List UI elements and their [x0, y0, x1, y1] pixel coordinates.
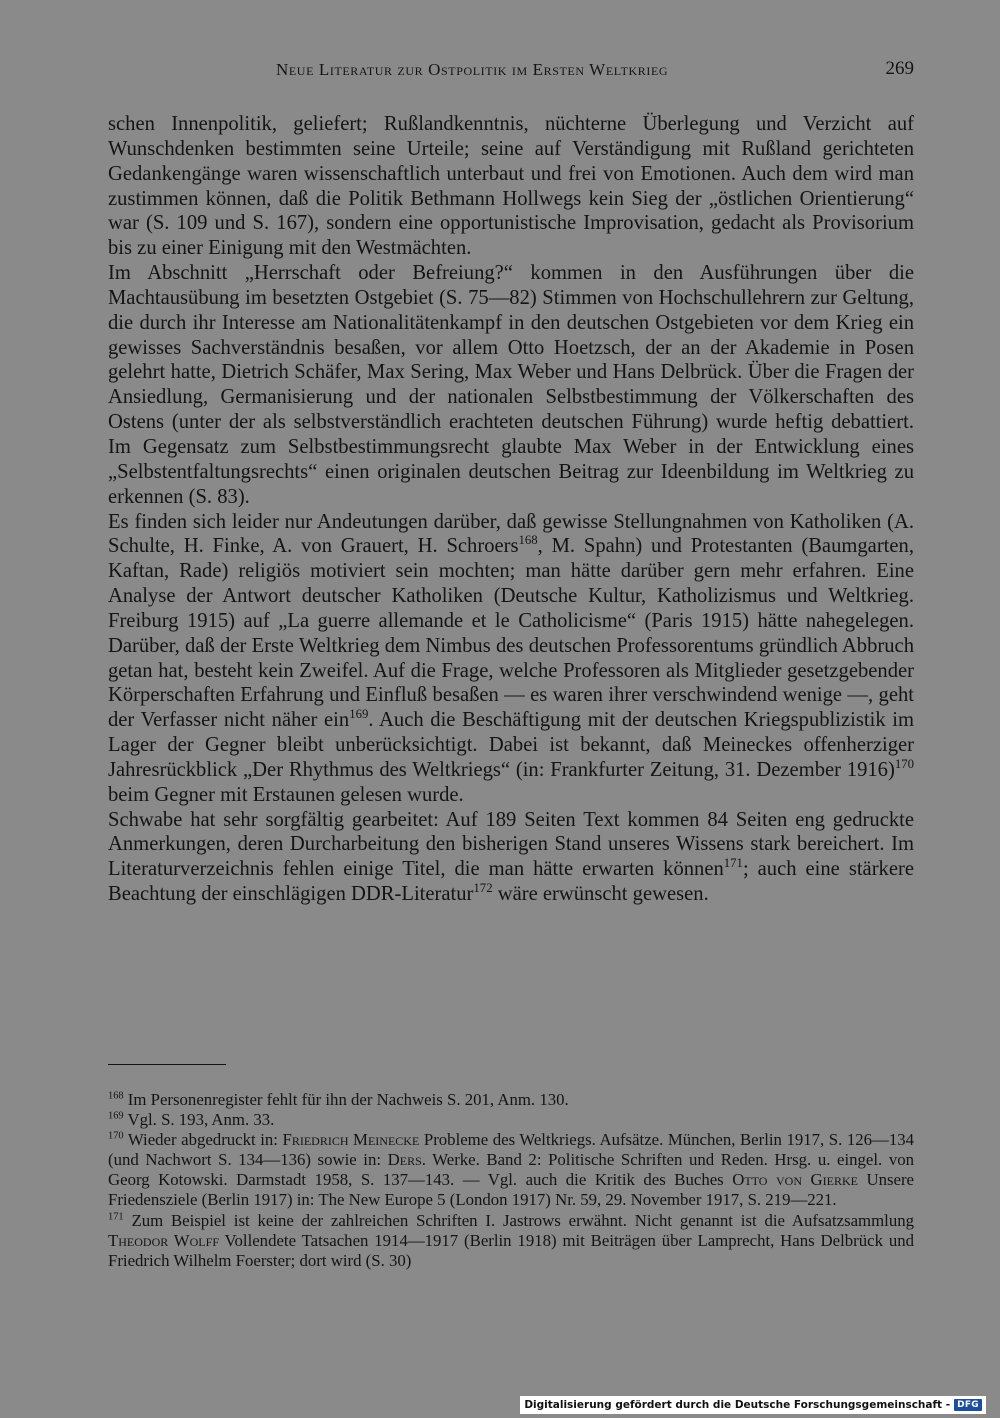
paragraph — [108, 510, 914, 808]
footnote-text: Im Personenregister fehlt für ihn der Nachweis S. 201, Anm. 130. — [123, 1090, 569, 1109]
footnote-number: 170 — [108, 1130, 124, 1142]
footnote-author: Ders. — [387, 1150, 426, 1170]
footnote-divider — [108, 1064, 226, 1065]
footnote-text: Wieder abgedruckt in: — [123, 1130, 283, 1150]
footnote — [108, 1211, 914, 1271]
footnote-text: Probleme des Weltkriegs. Aufsätze. München, Berlin 1917, S. 126—134 (und Nachwort S. 134—136) sowie in: — [108, 1130, 914, 1170]
footnote-text: Unsere Friedensziele (Berlin 1917) in: The New Europe 5 (London 1917) Nr. 59, 29. November 1917, S. 219—221. — [108, 1170, 914, 1210]
footnote-author: Theodor Wolff — [108, 1230, 219, 1250]
paragraph-text: ; auch eine stärkere Beachtung der einschlägigen DDR-Literatur — [108, 858, 914, 906]
paragraph — [108, 808, 914, 907]
body-text — [108, 112, 914, 907]
page-header — [108, 58, 914, 84]
footnote-author: Friedrich Meinecke — [282, 1130, 420, 1150]
dfg-logo-icon: DFG — [954, 1399, 982, 1411]
footnote-text: Zum Beispiel ist keine der zahlreichen Schriften I. Jastrows erwähnt. Nicht genannt ist die Aufsatzsammlung — [123, 1210, 914, 1230]
footnote-author: Otto von Gierke — [732, 1170, 858, 1190]
footnote-ref[interactable]: 170 — [894, 757, 914, 772]
footnote-ref[interactable]: 168 — [518, 533, 538, 548]
footnote-text: Vollendete Tatsachen 1914—1917 (Berlin 1918) mit Beiträgen über Lamprecht, Hans Delbrück und Friedrich Wilhelm Foerster; dort wird (S. 30) — [108, 1230, 914, 1270]
page-number: 269 — [885, 58, 914, 79]
footnote — [108, 1130, 914, 1210]
paragraph: schen Innenpolitik, geliefert; Rußlandkenntnis, nüchterne Überlegung und Verzicht auf Wunschdenken bestimmten seine Urteile; seine auf Verständigung mit Rußland gerichteten Gedankengänge waren wissenschaftlich unterbaut und frei von Emotionen. Auch dem wird man zustimmen können, daß die Politik Bethmann Hollwegs kein Sieg der „östlichen Orientierung“ war (S. 109 und S. 167), sondern eine opportunistische Improvisation, gedacht als Provisorium bis zu einer Einigung mit den Westmächten. — [108, 113, 914, 260]
footnote-number: 171 — [108, 1210, 124, 1222]
paragraph-text: , M. Spahn) und Protestanten (Baumgarten, Kaftan, Rade) religiös motiviert sein mochten; man hätte darüber gern mehr erfahren. Eine Analyse der Antwort deutscher Katholiken (Deutsche Kultur, Katholizismus und Weltkrieg. Freiburg 1915) auf „La guerre allemande et le Catholicisme“ (Paris 1915) hätte nahegelegen. Darüber, daß der Erste Weltkrieg dem Nimbus des deutschen Professorentums gründlich Abbruch getan hat, besteht kein Zweifel. Auf die Frage, welche Professoren als Mitglieder gesetzgebender Körperschaften Erfahrung und Einfluß besaßen — es waren ihrer verschwindend wenige —, geht der Verfasser nicht näher ein — [108, 535, 914, 732]
paragraph: Im Abschnitt „Herrschaft oder Befreiung?“ kommen in den Ausführungen über die Machtausübung im besetzten Ostgebiet (S. 75—82) Stimmen von Hochschullehrern zur Geltung, die durch ihr Interesse am Nationalitätenkampf in den deutschen Ostgebieten vor dem Krieg ein gewisses Sachverständnis besaßen, vor allem Otto Hoetzsch, der an der Akademie in Posen gelehrt hatte, Dietrich Schäfer, Max Sering, Max Weber und Hans Delbrück. Über die Fragen der Ansiedlung, Germanisierung und der nationalen Selbstbestimmung der Völkerschaften des Ostens (unter der als selbstverständlich erachteten deutschen Führung) wurde heftig debattiert. Im Gegensatz zum Selbstbestimmungsrecht glaubte Max Weber in der Entwicklung eines „Selbstentfaltungsrechts“ einen originalen deutschen Beitrag zur Ideenbildung im Weltkrieg zu erkennen (S. 83). — [108, 262, 914, 508]
footnote-number: 168 — [108, 1090, 124, 1102]
paragraph-text: . Auch die Beschäftigung mit der deutschen Kriegspublizistik im Lager der Gegner bleibt unberücksichtigt. Dabei ist bekannt, daß Meineckes offenherziger Jahresrückblick „Der Rhythmus des Weltkriegs“ (in: Frankfurter Zeitung, 31. Dezember 1916) — [108, 709, 915, 781]
footnote-ref[interactable]: 169 — [349, 707, 369, 722]
credit-text: Digitalisierung gefördert durch die Deutsche Forschungsgemeinschaft - — [524, 1399, 951, 1411]
paragraph-text: wäre erwünscht gewesen. — [492, 883, 709, 906]
footnote — [108, 1110, 914, 1130]
digitization-credit — [520, 1396, 986, 1414]
footnote-number: 169 — [108, 1110, 124, 1122]
paragraph-text: beim Gegner mit Erstaunen gelesen wurde. — [108, 783, 464, 806]
footnote-ref[interactable]: 171 — [723, 856, 743, 871]
paragraph-text: Es finden sich leider nur Andeutungen darüber, daß gewisse Stellungnahmen von Katholiken (A. Schulte, H. Finke, A. von Grauert, H. Schroers — [108, 510, 914, 558]
paragraph-text: Schwabe hat sehr sorgfältig gearbeitet: Auf 189 Seiten Text kommen 84 Seiten eng gedruckte Anmerkungen, deren Durcharbeitung den bisherigen Stand unseres Wissens stark bereichert. Im Literaturverzeichnis fehlen einige Titel, die man hätte erwarten können — [108, 808, 914, 881]
footnote-text: Vgl. S. 193, Anm. 33. — [123, 1110, 275, 1130]
running-title: Neue Literatur zur Ostpolitik im Ersten Weltkrieg — [276, 60, 669, 79]
footnote-text: Werke. Band 2: Politische Schriften und Reden. Hrsg. u. eingel. von Georg Kotowski. Darmstadt 1958, S. 137—143. — Vgl. auch die Kritik des Buches — [108, 1150, 914, 1190]
footnote — [108, 1090, 914, 1110]
footnotes — [108, 1090, 914, 1271]
footnote-ref[interactable]: 172 — [473, 881, 493, 896]
